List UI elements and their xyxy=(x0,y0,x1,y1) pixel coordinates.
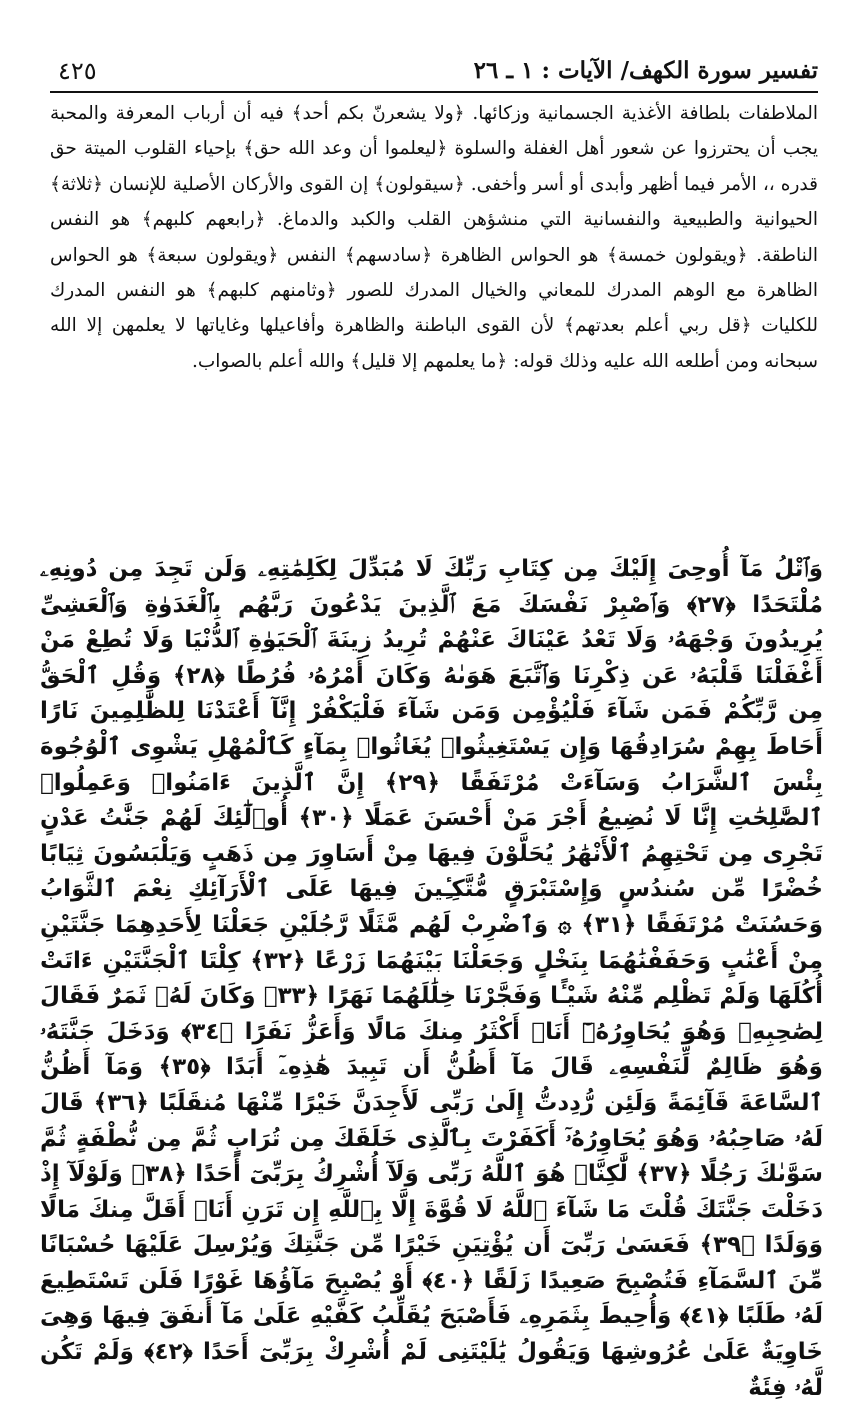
verses-paragraph: وَٱتْلُ مَآ أُوحِىَ إِلَيْكَ مِن كِتَابِ رَبِّكَ لَا مُبَدِّلَ لِكَلِمَٰتِهِۦ وَلَن تَجِدَ مِن دُونِهِۦ مُلْتَحَدًا ﴿٢٧﴾ وَٱصْبِرْ نَفْسَكَ مَعَ ٱلَّذِينَ يَدْعُونَ رَبَّهُم بِٱلْغَدَوٰةِ وَٱلْعَشِىِّ يُرِيدُونَ وَجْهَهُۥ وَلَا تَعْدُ عَيْنَاكَ عَنْهُمْ تُرِيدُ زِينَةَ ٱلْحَيَوٰةِ ٱلدُّنْيَا وَلَا تُطِعْ مَنْ أَغْفَلْنَا قَلْبَهُۥ عَن ذِكْرِنَا وَٱتَّبَعَ هَوَىٰهُ وَكَانَ أَمْرُهُۥ فُرُطًا ﴿٢٨﴾ وَقُلِ ٱلْحَقُّ مِن رَّبِّكُمْ فَمَن شَآءَ فَلْيُؤْمِن وَمَن شَآءَ فَلْيَكْفُرْ إِنَّآ أَعْتَدْنَا لِلظَّٰلِمِينَ نَارًا أَحَاطَ بِهِمْ سُرَادِقُهَا وَإِن يَسْتَغِيثُوا۟ يُغَاثُوا۟ بِمَآءٍ كَٱلْمُهْلِ يَشْوِى ٱلْوُجُوهَ بِئْسَ ٱلشَّرَابُ وَسَآءَتْ مُرْتَفَقًا ﴿٢٩﴾ إِنَّ ٱلَّذِينَ ءَامَنُوا۟ وَعَمِلُوا۟ ٱلصَّٰلِحَٰتِ إِنَّا لَا نُضِيعُ أَجْرَ مَنْ أَحْسَنَ عَمَلًا ﴿٣٠﴾ أُو۟لَٰٓئِكَ لَهُمْ جَنَّٰتُ عَدْنٍ تَجْرِى مِن تَحْتِهِمُ ٱلْأَنْهَٰرُ يُحَلَّوْنَ فِيهَا مِنْ أَسَاوِرَ مِن ذَهَبٍ وَيَلْبَسُونَ ثِيَابًا خُضْرًا مِّن سُندُسٍ وَإِسْتَبْرَقٍ مُّتَّكِـِٔينَ فِيهَا عَلَى ٱلْأَرَآئِكِ نِعْمَ ٱلثَّوَابُ وَحَسُنَتْ مُرْتَفَقًا ﴿٣١﴾ ۞ وَٱضْرِبْ لَهُم مَّثَلًا رَّجُلَيْنِ جَعَلْنَا لِأَحَدِهِمَا جَنَّتَيْنِ مِنْ أَعْنَٰبٍ وَحَفَفْنَٰهُمَا بِنَخْلٍ وَجَعَلْنَا بَيْنَهُمَا زَرْعًا ﴿٣٢﴾ كِلْتَا ٱلْجَنَّتَيْنِ ءَاتَتْ أُكُلَهَا وَلَمْ تَظْلِم مِّنْهُ شَيْـًٔا وَفَجَّرْنَا خِلَٰلَهُمَا نَهَرًا ﴿٣٣﴾ وَكَانَ لَهُۥ ثَمَرٌ فَقَالَ لِصَٰحِبِهِۦ وَهُوَ يُحَاوِرُهُۥٓ أَنَا۠ أَكْثَرُ مِنكَ مَالًا وَأَعَزُّ نَفَرًا ﴿٣٤﴾ وَدَخَلَ جَنَّتَهُۥ وَهُوَ ظَالِمٌ لِّنَفْسِهِۦ قَالَ مَآ أَظُنُّ أَن تَبِيدَ هَٰذِهِۦٓ أَبَدًا ﴿٣٥﴾ وَمَآ أَظُنُّ ٱلسَّاعَةَ قَآئِمَةً وَلَئِن رُّدِدتُّ إِلَىٰ رَبِّى لَأَجِدَنَّ خَيْرًا مِّنْهَا مُنقَلَبًا ﴿٣٦﴾ قَالَ لَهُۥ صَاحِبُهُۥ وَهُوَ يُحَاوِرُهُۥٓ أَكَفَرْتَ بِٱلَّذِى خَلَقَكَ مِن تُرَابٍ ثُمَّ مِن نُّطْفَةٍ ثُمَّ سَوَّىٰكَ رَجُلًا ﴿٣٧﴾ لَّٰكِنَّا۠ هُوَ ٱللَّهُ رَبِّى وَلَآ أُشْرِكُ بِرَبِّىٓ أَحَدًا ﴿٣٨﴾ وَلَوْلَآ إِذْ دَخَلْتَ جَنَّتَكَ قُلْتَ مَا شَآءَ ٱللَّهُ لَا قُوَّةَ إِلَّا بِٱللَّهِ إِن تَرَنِ أَنَا۠ أَقَلَّ مِنكَ مَالًا وَوَلَدًا ﴿٣٩﴾ فَعَسَىٰ رَبِّىٓ أَن يُؤْتِيَنِ خَيْرًا مِّن جَنَّتِكَ وَيُرْسِلَ عَلَيْهَا حُسْبَانًا مِّنَ ٱلسَّمَآءِ فَتُصْبِحَ صَعِيدًا زَلَقًا ﴿٤٠﴾ أَوْ يُصْبِحَ مَآؤُهَا غَوْرًا فَلَن تَسْتَطِيعَ لَهُۥ طَلَبًا ﴿٤١﴾ وَأُحِيطَ بِثَمَرِهِۦ فَأَصْبَحَ يُقَلِّبُ كَفَّيْهِ عَلَىٰ مَآ أَنفَقَ فِيهَا وَهِىَ خَاوِيَةٌ عَلَىٰ عُرُوشِهَا وَيَقُولُ يَٰلَيْتَنِى لَمْ أُشْرِكْ بِرَبِّىٓ أَحَدًا ﴿٤٢﴾ وَلَمْ تَكُن لَّهُۥ فِئَةٌ xyxy=(40,556,824,1401)
page-header xyxy=(50,55,818,93)
commentary-text xyxy=(50,96,818,379)
running-title: تفسير سورة الكهف/ الآيات : ١ ـ ٢٦ xyxy=(473,57,818,84)
commentary-paragraph: الملاطفات بلطافة الأغذية الجسمانية وزكائها. ﴿ولا يشعرنّ بكم أحد﴾ فيه أن أرباب المعرفة والمحبة يجب أن يحترزوا عن شعور أهل الغفلة والسلوة ﴿ليعلموا أن وعد الله حق﴾ بإحياء القلوب الميتة حق قدره ،، الأمر فيما أظهر وأبدى أو أسر وأخفى. ﴿سيقولون﴾ إن القوى والأركان الأصلية للإنسان ﴿ثلاثة﴾ الحيوانية والطبيعية والنفسانية التي منشؤهن القلب والكبد والدماغ. ﴿رابعهم كلبهم﴾ هو النفس الناطقة. ﴿ويقولون خمسة﴾ هو الحواس الظاهرة ﴿سادسهم﴾ النفس ﴿ويقولون سبعة﴾ هو الحواس الظاهرة مع الوهم المدرك للمعاني والخيال المدرك للصور ﴿وثامنهم كلبهم﴾ هو النفس المدرك للكليات ﴿قل ربي أعلم بعدتهم﴾ لأن القوى الباطنة والظاهرة وأفاعيلها وغاياتها لا يعلمهن إلا الله سبحانه ومن أطلعه الله عليه وذلك قوله: ﴿ما يعلمهم إلا قليل﴾ والله أعلم بالصواب. xyxy=(50,103,818,372)
quran-verses xyxy=(40,552,823,1406)
page-number: ٤٢٥ xyxy=(58,57,97,85)
